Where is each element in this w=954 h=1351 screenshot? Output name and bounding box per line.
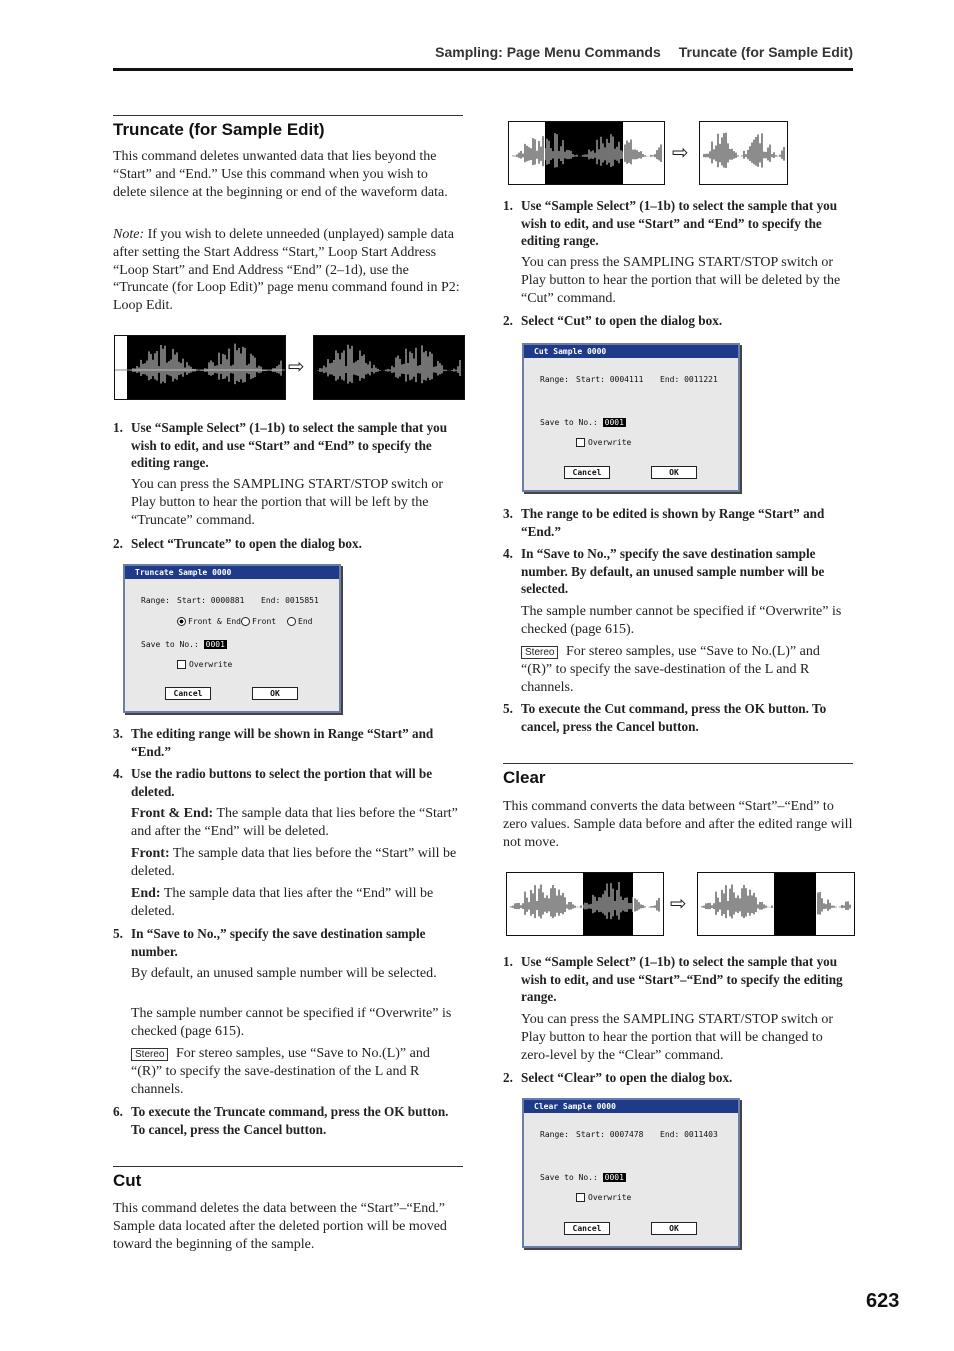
waveform-before-svg: [115, 336, 285, 399]
checkbox-icon: [576, 438, 585, 447]
truncate-step-4: 4. Use the radio buttons to select the portion that will be deleted.: [113, 766, 433, 799]
truncate-step-1: 1. Use “Sample Select” (1–1b) to select the sample that you wish to edit, and use “Start” and “End” to specify the editing range.: [113, 420, 448, 471]
truncate-step-1-detail: You can press the SAMPLING START/STOP switch or Play button to hear the portion that will be left by the “Truncate” command.: [131, 477, 444, 528]
front-end-description: Front & End: The sample data that lies before the “Start” and after the “End” will be deleted.: [131, 806, 458, 839]
cut-dialog-title: Cut Sample 0000: [524, 345, 738, 358]
right-arrow-icon: ⇨: [672, 140, 689, 164]
overwrite-checkbox[interactable]: Overwrite: [177, 660, 232, 669]
radio-front[interactable]: Front: [241, 617, 276, 626]
truncate-step-2: 2. Select “Truncate” to open the dialog box.: [113, 536, 362, 551]
cut-step-3: 3. The range to be edited is shown by Range “Start” and “End.”: [503, 506, 825, 539]
save-number-field[interactable]: 0001: [604, 418, 624, 427]
end-description: End: The sample data that lies after the “End” will be deleted.: [131, 886, 434, 919]
radio-selected-icon: [177, 617, 186, 626]
overwrite-checkbox[interactable]: Overwrite: [576, 438, 631, 447]
cut-end-value[interactable]: End: 0011221: [660, 375, 718, 384]
cancel-button[interactable]: Cancel: [564, 466, 610, 479]
cut-step-1-detail: You can press the SAMPLING START/STOP switch or Play button to hear the portion that will be deleted by the “Cut” command.: [521, 255, 841, 306]
radio-end[interactable]: End: [287, 617, 312, 626]
truncate-heading: Truncate (for Sample Edit): [113, 115, 463, 140]
cut-intro: This command deletes the data between the “Start”–“End.” Sample data located after the deleted portion will be moved toward the beginning of the sample.: [113, 1201, 447, 1252]
right-arrow-icon: ⇨: [670, 891, 687, 915]
clear-end-value[interactable]: End: 0011403: [660, 1130, 718, 1139]
cancel-button[interactable]: Cancel: [564, 1222, 610, 1235]
truncate-stereo-note: Stereo For stereo samples, use “Save to No.(L)” and “(R)” to specify the save-destination of the L and R channels.: [131, 1046, 430, 1097]
clear-dialog-title: Clear Sample 0000: [524, 1100, 738, 1113]
cut-range-label: Range:: [540, 375, 569, 384]
clear-heading: Clear: [503, 763, 853, 788]
radio-icon: [287, 617, 296, 626]
stereo-badge: Stereo: [131, 1048, 168, 1061]
waveform-before-truncate: [114, 335, 286, 400]
checkbox-icon: [177, 660, 186, 669]
waveform-before-cut-svg: [509, 122, 664, 184]
ok-button[interactable]: OK: [651, 1222, 697, 1235]
truncate-step-5-detail-1: By default, an unused sample number will be selected.: [131, 966, 437, 981]
clear-save-row: Save to No.: 0001: [540, 1173, 624, 1182]
right-arrow-icon: ⇨: [288, 354, 305, 378]
ok-button[interactable]: OK: [252, 687, 298, 700]
radio-front-end[interactable]: Front & End: [177, 617, 241, 626]
page-number: 623: [866, 1290, 900, 1312]
waveform-after-clear-svg: [698, 873, 854, 935]
clear-step-1: 1. Use “Sample Select” (1–1b) to select the sample that you wish to edit, and use “Start”–“End” to specify the editing range.: [503, 954, 843, 1005]
save-number-field[interactable]: 0001: [205, 640, 225, 649]
overwrite-checkbox[interactable]: Overwrite: [576, 1193, 631, 1202]
truncate-dialog: [123, 564, 341, 713]
cut-save-row: Save to No.: 0001: [540, 418, 624, 427]
waveform-after-svg: [314, 336, 464, 399]
waveform-before-cut: [508, 121, 665, 185]
truncate-end-value[interactable]: End: 0015851: [261, 596, 319, 605]
truncate-range-label: Range:: [141, 596, 170, 605]
truncate-step-3: 3. The editing range will be shown in Range “Start” and “End.”: [113, 726, 434, 759]
waveform-before-clear-svg: [507, 873, 663, 935]
clear-intro: This command converts the data between “Start”–“End” to zero values. Sample data before and after the edited range will not move.: [503, 799, 853, 850]
header-section: Sampling: Page Menu Commands: [435, 44, 661, 60]
clear-range-label: Range:: [540, 1130, 569, 1139]
cancel-button[interactable]: Cancel: [165, 687, 211, 700]
save-number-field[interactable]: 0001: [604, 1173, 624, 1182]
waveform-after-clear: [697, 872, 855, 936]
header-topic: Truncate (for Sample Edit): [678, 44, 853, 60]
cut-step-4-detail: The sample number cannot be specified if “Overwrite” is checked (page 615).: [521, 604, 842, 637]
ok-button[interactable]: OK: [651, 466, 697, 479]
checkbox-icon: [576, 1193, 585, 1202]
front-description: Front: The sample data that lies before the “Start” will be deleted.: [131, 846, 457, 879]
truncate-step-5: 5. In “Save to No.,” specify the save destination sample number.: [113, 926, 426, 959]
truncate-step-5-detail-2: The sample number cannot be specified if “Overwrite” is checked (page 615).: [131, 1006, 452, 1039]
cut-step-2: 2. Select “Cut” to open the dialog box.: [503, 313, 723, 328]
running-header: [113, 42, 853, 71]
waveform-after-cut-svg: [700, 122, 787, 184]
truncate-start-value[interactable]: Start: 0000881: [177, 596, 245, 605]
truncate-step-6: 6. To execute the Truncate command, press the OK button. To cancel, press the Cancel button.: [113, 1104, 449, 1137]
cut-step-1: 1. Use “Sample Select” (1–1b) to select the sample that you wish to edit, and use “Start” and “End” to specify the editing range.: [503, 198, 838, 249]
waveform-before-clear: [506, 872, 664, 936]
waveform-after-cut: [699, 121, 788, 185]
truncate-save-row: Save to No.: 0001: [141, 640, 225, 649]
stereo-badge: Stereo: [521, 646, 558, 659]
radio-icon: [241, 617, 250, 626]
truncate-dialog-title: Truncate Sample 0000: [125, 566, 339, 579]
clear-step-2: 2. Select “Clear” to open the dialog box.: [503, 1070, 733, 1085]
cut-dialog: [522, 343, 740, 492]
cut-step-4: 4. In “Save to No.,” specify the save destination sample number. By default, an unused sample number will be selected.: [503, 546, 825, 597]
cut-start-value[interactable]: Start: 0004111: [576, 375, 644, 384]
cut-stereo-note: Stereo For stereo samples, use “Save to No.(L)” and “(R)” to specify the save-destination of the L and R channels.: [521, 644, 820, 695]
waveform-after-truncate: [313, 335, 465, 400]
cut-heading: Cut: [113, 1166, 463, 1191]
clear-step-1-detail: You can press the SAMPLING START/STOP switch or Play button to hear the portion that will be changed to zero-level by the “Clear” command.: [521, 1012, 834, 1063]
clear-dialog: [522, 1098, 740, 1248]
cut-step-5: 5. To execute the Cut command, press the OK button. To cancel, press the Cancel button.: [503, 701, 827, 734]
clear-start-value[interactable]: Start: 0007478: [576, 1130, 644, 1139]
truncate-note: Note: If you wish to delete unneeded (unplayed) sample data after setting the Start Address “Start,” Loop Start Address “Loop Start” and End Address “End” (2–1d), use the “Truncate (for Loop Edit)” page menu command found in P2: Loop Edit.: [113, 227, 460, 314]
truncate-intro: This command deletes unwanted data that lies beyond the “Start” and “End.” Use this command when you wish to delete silence at the beginning or end of the waveform data.: [113, 149, 448, 200]
